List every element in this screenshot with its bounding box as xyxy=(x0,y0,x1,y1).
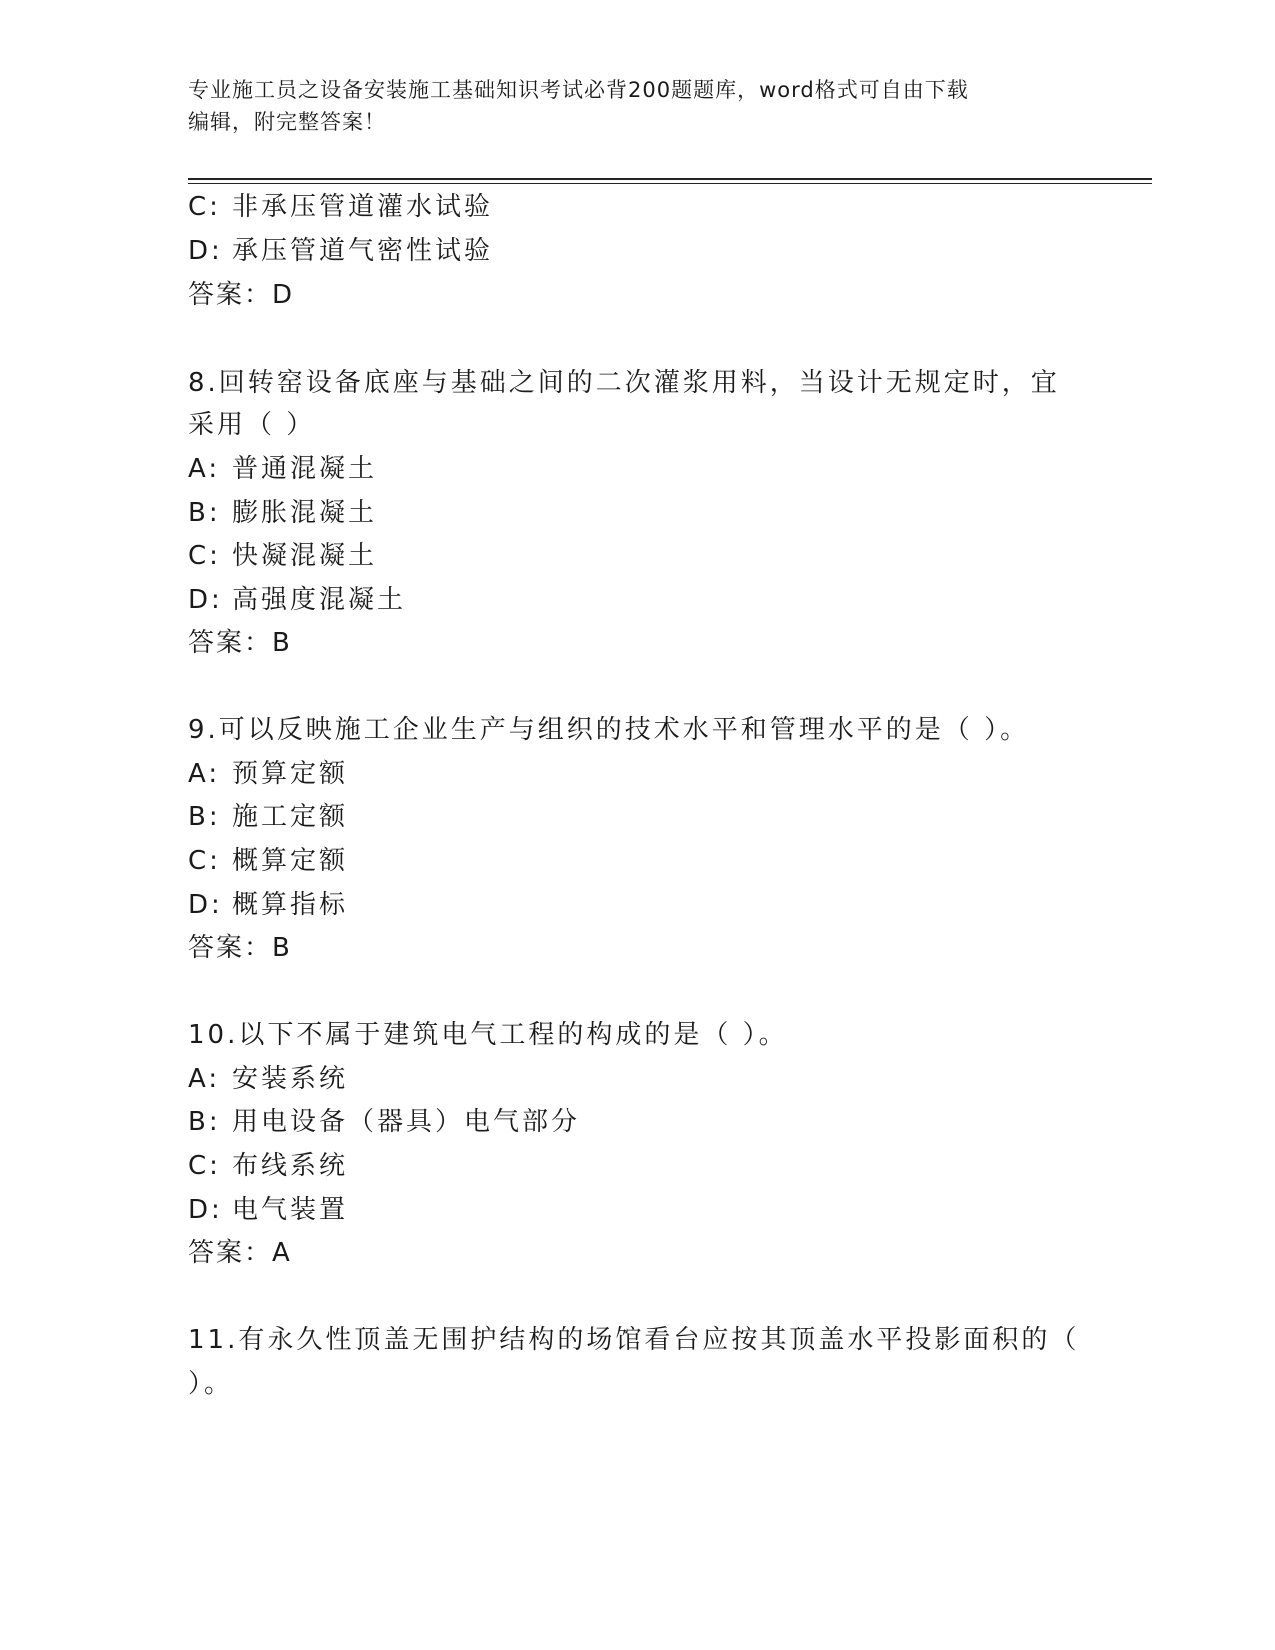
option-letter: D: xyxy=(188,585,223,615)
q10-stem-line-1: 10.以下不属于建筑电气工程的构成的是（ ）。 xyxy=(188,1020,788,1050)
option-text: 预算定额 xyxy=(232,759,349,789)
option-text: 概算指标 xyxy=(232,890,349,920)
q10-option-a xyxy=(188,1062,348,1096)
q8-option-c xyxy=(188,539,377,573)
option-text: 安装系统 xyxy=(232,1064,349,1094)
q10-option-b xyxy=(188,1105,580,1139)
option-text: 普通混凝土 xyxy=(232,454,378,484)
option-text: 用电设备（器具）电气部分 xyxy=(232,1107,581,1137)
q8-stem-line-2: 采用（ ） xyxy=(188,410,316,440)
option-text: 承压管道气密性试验 xyxy=(232,236,494,266)
header-divider-thick xyxy=(188,178,1152,180)
option-letter: B: xyxy=(188,802,221,832)
option-text: 快凝混凝土 xyxy=(232,541,378,571)
q11-stem-line-1: 11.有永久性顶盖无围护结构的场馆看台应按其顶盖水平投影面积的（ xyxy=(188,1325,1080,1355)
option-text: 电气装置 xyxy=(232,1195,349,1225)
document-header xyxy=(188,74,1088,138)
option-letter: A: xyxy=(188,759,221,789)
q7-option-c xyxy=(188,190,493,224)
option-letter: D: xyxy=(188,236,223,266)
q9-option-c xyxy=(188,844,348,878)
q7-option-d xyxy=(188,234,493,268)
q8-stem-line-1: 8.回转窑设备底座与基础之间的二次灌浆用料，当设计无规定时，宜 xyxy=(188,368,1060,398)
option-letter: A: xyxy=(188,1064,221,1094)
q7-answer: 答案：D xyxy=(188,280,295,310)
q9-option-d xyxy=(188,888,348,922)
option-text: 非承压管道灌水试验 xyxy=(232,192,494,222)
option-text: 概算定额 xyxy=(232,846,349,876)
header-title-line-2: 编辑，附完整答案！ xyxy=(188,110,386,134)
option-letter: A: xyxy=(188,454,221,484)
q10-answer: 答案：A xyxy=(188,1238,292,1268)
q9-stem-line-1: 9.可以反映施工企业生产与组织的技术水平和管理水平的是（ ）。 xyxy=(188,715,1030,745)
q8-option-a xyxy=(188,452,377,486)
option-letter: C: xyxy=(188,846,221,876)
option-text: 高强度混凝土 xyxy=(232,585,407,615)
q11-stem-line-2: ）。 xyxy=(188,1369,234,1399)
q8-option-d xyxy=(188,583,406,617)
q9-option-a xyxy=(188,757,348,791)
q10-option-c xyxy=(188,1149,348,1183)
q8-option-b xyxy=(188,496,377,530)
option-text: 膨胀混凝土 xyxy=(232,498,378,528)
option-letter: D: xyxy=(188,890,223,920)
option-letter: C: xyxy=(188,541,221,571)
header-divider-thin xyxy=(188,183,1152,184)
header-title-line-1: 专业施工员之设备安装施工基础知识考试必背200题题库，word格式可自由下载 xyxy=(188,78,969,102)
option-text: 布线系统 xyxy=(232,1151,349,1181)
option-text: 施工定额 xyxy=(232,802,349,832)
option-letter: C: xyxy=(188,1151,221,1181)
option-letter: C: xyxy=(188,192,221,222)
option-letter: B: xyxy=(188,498,221,528)
q8-answer: 答案：B xyxy=(188,628,292,658)
q10-option-d xyxy=(188,1193,348,1227)
q9-answer: 答案：B xyxy=(188,933,292,963)
q9-option-b xyxy=(188,800,348,834)
option-letter: D: xyxy=(188,1195,223,1225)
option-letter: B: xyxy=(188,1107,221,1137)
